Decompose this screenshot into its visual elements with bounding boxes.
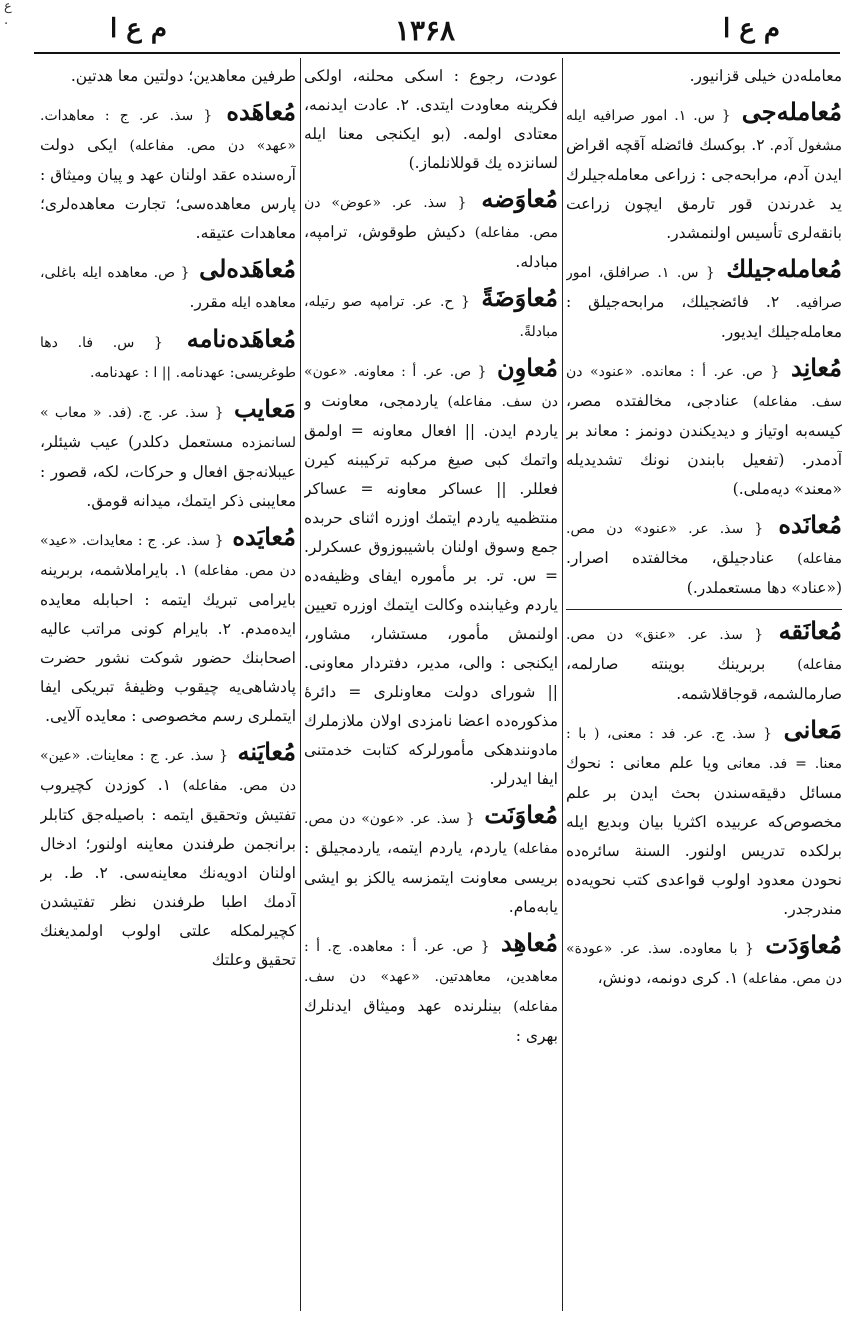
dictionary-entry <box>304 353 558 794</box>
entry-headword: مُعاوَدَت <box>765 930 842 959</box>
entry-definition: طرفين معاهدين؛ دولتين معا هدتين. <box>70 67 296 85</box>
entry-definition: عنادجی، مخالفتده مصر، كيسه‌به اوتياز و ديديكندن دونمز : معاند بر آدمدر. (تفعيل بابندن نونك تشديديله «معند» دیه‌ملی.) <box>566 392 842 498</box>
entry-etymology: { ص. عر. أ : معاهده. ج. أ : معاهدين، معاهدتين. «عهد» دن سف. مفاعله) <box>304 939 558 1015</box>
dictionary-entry <box>566 510 842 603</box>
dictionary-entry <box>40 522 296 731</box>
entry-etymology: { با معاوده. سذ. عر. «عودة» دن مص. مفاعله) <box>566 941 842 987</box>
column-rule-left <box>300 58 301 1311</box>
dictionary-entry <box>40 62 296 91</box>
entry-etymology: { ص. عر. أ : معاونه. «عون» دن سف. مفاعله) <box>304 364 558 410</box>
entry-etymology: { س. فا. دها طوغريسى: عهدنامه. || ا : عهدنامه. <box>40 335 296 381</box>
dictionary-entry <box>40 324 296 388</box>
dictionary-entry <box>40 737 296 975</box>
column-left <box>40 62 296 1309</box>
entry-definition: ويا علم معانى : نحوك مسائل دقيقه‌سندن بحث ايدن بر علم مخصوص‌كه عربيده اكثريا بيان وبديع ايله برلكده تدريس اولنور. السنة سائره‌ده نحودن معدود اولوب قواعدى كتب نحويه‌ده مندرجدر. <box>566 754 842 918</box>
entry-definition: ۲. بوکسك فائضله آقچه اقراض ایدن آدم، مرابحه‌جی : زراعی معامله‌جیلرك يد غدرندن قور تارمق ایچون زراعت بانقه‌لری تأسيس اولنمشدر. <box>566 136 842 242</box>
entry-etymology: { سذ. عر. «عون» دن مص. مفاعله) <box>304 811 558 857</box>
entry-headword: مُعاوَضه <box>481 184 558 213</box>
entry-etymology: { ص. معاهده ايله باغلى، معاهده ايله <box>40 265 296 311</box>
entry-etymology: { سذ. عر. «عوض» دن مص. مفاعله) <box>304 195 558 241</box>
entry-definition: عنادجيلق، مخالفتده اصرار. («عناد» دها مستعملدر.) <box>566 549 842 597</box>
dictionary-entry <box>304 800 558 922</box>
entry-headword: مُعاهَده <box>226 97 296 126</box>
entry-etymology: { سذ. عر. ج : معاينات. «عين» دن مص. مفاعله) <box>40 748 296 794</box>
entry-etymology: { ح. عر. ترامپه صو رتيله، مبادلةً. <box>304 294 558 340</box>
entry-headword: مَعايب <box>234 394 296 423</box>
entry-headword: مُعايَده <box>232 522 296 551</box>
entry-definition: دكيش طوقوش، ترامپه، مبادله. <box>304 223 558 271</box>
dictionary-entry <box>40 394 296 516</box>
entry-definition: ۲. فائضجیلك، مرابحه‌جیلق : معامله‌جیلك ایدیور. <box>566 293 842 341</box>
entry-headword: مُعاهِد <box>501 928 558 957</box>
entry-definition: ياردمجى، معاونت و ياردم ايدن. || افعال معاونه = اولمق واتمك كبى صيغ مركبه تركيبنه كيرن فعللر. || عساكر معاونه = عساكر منتظميه ياردم ايتمك اوزره اثناى حربده جمع وسوق اولنان باشيبوزوق عسكرلر. = س. تر. بر مأموره ايفاى وظيفه‌ده ياردم وغيابنده وكالت ايتمك اوزره تعيين اولنمش مأمور، مستشار، مشاور، ايكنجى : والى، مدير، دفتردار معاونى. || شوراى دولت معاونلرى = دائرهٔ مذكوره‌ده اعضا نامزدى اولان ملازملرك مادونندهكى مأمورلركه كتابت خدمتنى ايفا ايدرلر. <box>304 392 558 788</box>
header-left-guideword: م ع ا <box>110 14 167 44</box>
entry-headword: مُعاوِن <box>497 353 558 382</box>
entry-etymology: { ص. عر. أ : معانده. «عنود» دن سف. مفاعله) <box>566 364 842 410</box>
page-header <box>30 6 820 50</box>
entry-headword: مَعانی <box>783 715 842 744</box>
margin-mark-1: ﻉ <box>4 0 12 14</box>
entry-headword: مُعاوَضَةً <box>481 283 558 312</box>
dictionary-entry <box>566 254 842 347</box>
margin-mark <box>4 0 22 50</box>
entry-etymology: { سذ. عر. «عنق» دن مص. مفاعله) <box>566 627 842 673</box>
header-right-guideword: م ع ا <box>723 14 780 44</box>
margin-mark-2: . <box>4 13 9 28</box>
dictionary-entry <box>566 715 842 924</box>
entry-headword: مُعايَنه <box>237 737 296 766</box>
dictionary-entry <box>304 184 558 277</box>
entry-headword: مُعانِد <box>790 353 842 382</box>
dictionary-entry <box>304 283 558 347</box>
entry-etymology: { سذ. عر. ج : معايدات. «عيد» دن مص. مفاعله) <box>40 533 296 579</box>
entry-etymology: { سذ. عر. «عنود» دن مص. مفاعله) <box>566 521 842 567</box>
dictionary-entry <box>566 97 842 248</box>
dictionary-entry <box>40 97 296 248</box>
entry-etymology: { سذ. عر. ج. (فد. « معاب » لسانمزده <box>40 405 296 451</box>
entry-etymology: { سذ. ج. عر. فد : معنى، ( با : معنا. = فد. معانى <box>566 726 842 772</box>
entry-headword: مُعاهَده‌نامه <box>186 324 296 353</box>
entry-definition: عودت، رجوع : اسكى محلنه، اولكى فكرينه معاودت ايتدى. ۲. عادت ايدنمه، معتادى اولمه. (بو ايكنجى معنا ايله لسانزده يك قوللانلماز.) <box>304 67 558 172</box>
dictionary-entry <box>566 616 842 709</box>
page-number: ۱۳۶۸ <box>394 14 456 47</box>
entry-headword: مُعانَقه <box>778 616 842 645</box>
dictionary-entry <box>40 254 296 318</box>
column-rule-right <box>562 58 563 1311</box>
entry-etymology: { س. ۱. امور صرافیه ایله مشغول آدم. <box>566 108 842 154</box>
entry-definition: ياردم، ياردم ايتمه، ياردمجيلق : بريسى معاونت ايتمزسه يالكز بو ايشى يابه‌مام. <box>304 839 558 916</box>
dictionary-entry <box>304 62 558 178</box>
entry-definition: بينلرنده عهد وميثاق ايدنلرك بهرى : <box>304 997 558 1045</box>
entry-headword: مُعاهَده‌لى <box>199 254 296 283</box>
entry-definition: ايكى دولت آره‌سنده عقد اولنان عهد و پيان وميثاق : پارس معاهده‌سى؛ تجارت معاهده‌لرى؛ معاهدات عتيقه. <box>40 136 296 242</box>
dictionary-entry <box>566 353 842 504</box>
entry-definition: مستعمل دكلدر) عيب شيئلر، عيبلانه‌جق افعال و حركات، لكه، قصور : معايبنى ذكر ايتمك، ميدانه قومق. <box>40 433 296 510</box>
column-middle <box>304 62 558 1309</box>
entry-headword: مُعامله‌جی <box>741 97 842 126</box>
column-right <box>566 62 842 1309</box>
entry-headword: مُعاوَنَت <box>484 800 558 829</box>
entry-definition: مقرر. <box>189 293 227 311</box>
entry-definition: بربرينك بوينته صارلمه، صارمالشمه، قوجاقلاشمه. <box>566 655 842 703</box>
entry-definition: ۱. كرى دونمه، دونش، <box>597 969 739 987</box>
entry-headword: مُعامله‌جیلك <box>726 254 842 283</box>
entry-headword: مُعانَده <box>778 510 842 539</box>
dictionary-entry <box>304 928 558 1051</box>
entry-definition: ۱. كوزدن كچيروب تفتيش وتحقيق ايتمه : باصيله‌جق كتابلر برانجمن طرفندن معاينه اولنور؛ ادخال اولنان ادويه‌نك معاينه‌سى. ۲. ط. بر آدمك اطبا طرفندن نظر تفتيشدن كچيرلمكله علتى اولوب اولمديغنك تحقيق وعلتك <box>40 776 296 969</box>
entry-definition: معامله‌دن خیلی قزانیور. <box>689 67 842 85</box>
dictionary-entry <box>566 62 842 91</box>
entry-etymology: { س. ۱. صرافلق، امور صرافیه. <box>566 265 842 311</box>
dictionary-entry <box>566 930 842 994</box>
entry-definition: ۱. بايراملاشمه، بربرينه بايرامى تبريك ايتمه : احبابله معايده ايده‌مدم. ۲. بايرام كونى مراتب عاليه اصحابنك حضور شوكت نشور حضرت پادشاهى‌يه چيقوب وظيفهٔ تبريكى ايفا ايتملرى رسم مخصوصى : معايده آلايى. <box>40 561 296 725</box>
header-rule <box>34 52 840 54</box>
entry-etymology: { سذ. عر. ج : معاهدات. «عهد» دن مص. مفاعله) <box>40 108 296 154</box>
entry-separator <box>566 609 842 610</box>
